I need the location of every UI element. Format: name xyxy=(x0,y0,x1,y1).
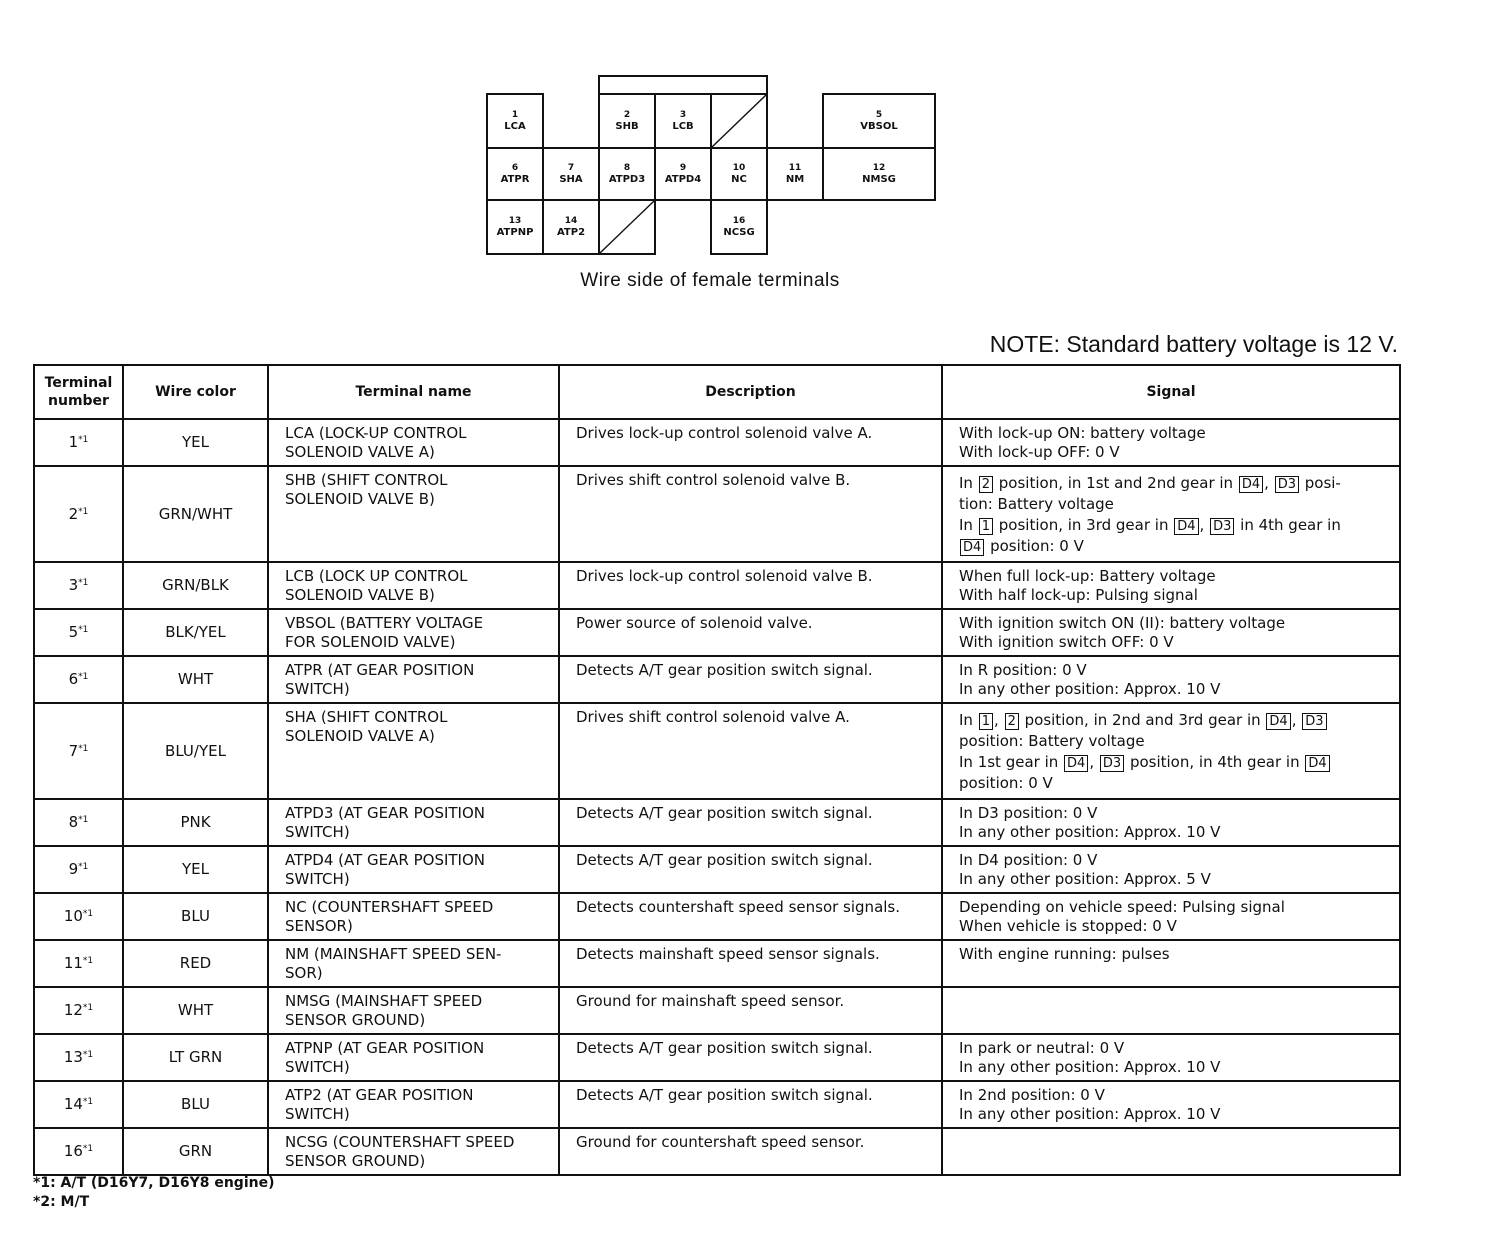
connector-cell-1: 1 LCA xyxy=(486,93,544,149)
header-terminal-name: Terminal name xyxy=(268,365,559,419)
terminal-description: Power source of solenoid valve. xyxy=(559,609,942,656)
terminal-number: 14$^{*1}$ xyxy=(34,1081,123,1128)
table-row xyxy=(34,419,1400,466)
position-box: D4 xyxy=(1305,755,1329,772)
terminal-description: Ground for mainshaft speed sensor. xyxy=(559,987,942,1034)
position-box: 1 xyxy=(979,518,993,535)
connector-cell-2: 2 SHB xyxy=(598,93,656,149)
terminal-name: NMSG (MAINSHAFT SPEED SENSOR GROUND) xyxy=(268,987,559,1034)
terminal-number: 9$^{*1}$ xyxy=(34,846,123,893)
terminal-description: Ground for countershaft speed sensor. xyxy=(559,1128,942,1175)
wire-color: WHT xyxy=(123,987,268,1034)
footnote-2: *2: M/T xyxy=(33,1194,90,1210)
wire-color: YEL xyxy=(123,846,268,893)
position-box: D4 xyxy=(1239,476,1263,493)
terminal-description: Drives shift control solenoid valve A. xyxy=(559,703,942,799)
terminal-signal: In park or neutral: 0 V In any other position: Approx. 10 V xyxy=(942,1034,1400,1081)
terminal-name: ATPD4 (AT GEAR POSITION SWITCH) xyxy=(268,846,559,893)
connector-cell-6: 6 ATPR xyxy=(486,147,544,201)
wire-color: GRN/WHT xyxy=(123,466,268,562)
terminal-description: Detects mainshaft speed sensor signals. xyxy=(559,940,942,987)
terminal-description: Drives shift control solenoid valve B. xyxy=(559,466,942,562)
wire-color: LT GRN xyxy=(123,1034,268,1081)
terminal-name: SHB (SHIFT CONTROL SOLENOID VALVE B) xyxy=(268,466,559,562)
terminal-name: ATPR (AT GEAR POSITION SWITCH) xyxy=(268,656,559,703)
wire-color: WHT xyxy=(123,656,268,703)
table-row xyxy=(34,656,1400,703)
connector-cell-5: 5 VBSOL xyxy=(822,93,936,149)
terminal-number: 6$^{*1}$ xyxy=(34,656,123,703)
terminal-number: 1$^{*1}$ xyxy=(34,419,123,466)
table-row xyxy=(34,562,1400,609)
terminal-description: Detects countershaft speed sensor signals. xyxy=(559,893,942,940)
position-box: 1 xyxy=(979,713,993,730)
wire-color: BLU/YEL xyxy=(123,703,268,799)
position-box: 2 xyxy=(1005,713,1019,730)
wire-color: BLU xyxy=(123,893,268,940)
connector-diagram xyxy=(486,75,936,257)
connector-cell-4-unused xyxy=(710,93,768,149)
table-row xyxy=(34,987,1400,1034)
terminal-number: 11$^{*1}$ xyxy=(34,940,123,987)
connector-cell-15-unused xyxy=(598,199,656,255)
connector-cell-13: 13 ATPNP xyxy=(486,199,544,255)
table-header-row xyxy=(34,365,1400,419)
terminal-table xyxy=(33,364,1401,1176)
terminal-name: NM (MAINSHAFT SPEED SEN- SOR) xyxy=(268,940,559,987)
table-row xyxy=(34,846,1400,893)
connector-cell-7: 7 SHA xyxy=(542,147,600,201)
terminal-number: 5$^{*1}$ xyxy=(34,609,123,656)
table-row xyxy=(34,1034,1400,1081)
terminal-signal: With ignition switch ON (II): battery voltage With ignition switch OFF: 0 V xyxy=(942,609,1400,656)
terminal-number: 7$^{*1}$ xyxy=(34,703,123,799)
header-description: Description xyxy=(559,365,942,419)
position-box: D3 xyxy=(1275,476,1299,493)
terminal-name: NC (COUNTERSHAFT SPEED SENSOR) xyxy=(268,893,559,940)
connector-cell-14: 14 ATP2 xyxy=(542,199,600,255)
terminal-description: Detects A/T gear position switch signal. xyxy=(559,1034,942,1081)
connector-cell-3: 3 LCB xyxy=(654,93,712,149)
terminal-signal: With lock-up ON: battery voltage With lock-up OFF: 0 V xyxy=(942,419,1400,466)
header-terminal-number: Terminal number xyxy=(34,365,123,419)
table-row xyxy=(34,799,1400,846)
terminal-description: Detects A/T gear position switch signal. xyxy=(559,1081,942,1128)
terminal-signal: In R position: 0 V In any other position: Approx. 10 V xyxy=(942,656,1400,703)
table-row xyxy=(34,1081,1400,1128)
terminal-signal: In D3 position: 0 V In any other position: Approx. 10 V xyxy=(942,799,1400,846)
wire-color: PNK xyxy=(123,799,268,846)
terminal-name: NCSG (COUNTERSHAFT SPEED SENSOR GROUND) xyxy=(268,1128,559,1175)
connector-cell-11: 11 NM xyxy=(766,147,824,201)
terminal-number: 2$^{*1}$ xyxy=(34,466,123,562)
header-signal: Signal xyxy=(942,365,1400,419)
terminal-number: 16$^{*1}$ xyxy=(34,1128,123,1175)
connector-cell-8: 8 ATPD3 xyxy=(598,147,656,201)
terminal-number: 3$^{*1}$ xyxy=(34,562,123,609)
table-row xyxy=(34,1128,1400,1175)
terminal-signal: In 2nd position: 0 V In any other position: Approx. 10 V xyxy=(942,1081,1400,1128)
position-box: D4 xyxy=(1064,755,1088,772)
wire-color: GRN/BLK xyxy=(123,562,268,609)
connector-cell-16: 16 NCSG xyxy=(710,199,768,255)
terminal-number: 10$^{*1}$ xyxy=(34,893,123,940)
wire-color: BLU xyxy=(123,1081,268,1128)
terminal-signal xyxy=(942,1128,1400,1175)
position-box: D4 xyxy=(1266,713,1290,730)
terminal-name: LCB (LOCK UP CONTROL SOLENOID VALVE B) xyxy=(268,562,559,609)
connector-caption: Wire side of female terminals xyxy=(580,270,840,291)
terminal-signal: With engine running: pulses xyxy=(942,940,1400,987)
position-box: D4 xyxy=(960,539,984,556)
battery-voltage-note: NOTE: Standard battery voltage is 12 V. xyxy=(989,331,1398,357)
position-box: D3 xyxy=(1210,518,1234,535)
terminal-signal: When full lock-up: Battery voltage With half lock-up: Pulsing signal xyxy=(942,562,1400,609)
connector-key-outline xyxy=(598,75,768,95)
terminal-signal: Depending on vehicle speed: Pulsing signal When vehicle is stopped: 0 V xyxy=(942,893,1400,940)
table-row xyxy=(34,940,1400,987)
wire-color: BLK/YEL xyxy=(123,609,268,656)
terminal-name: ATPD3 (AT GEAR POSITION SWITCH) xyxy=(268,799,559,846)
terminal-description: Drives lock-up control solenoid valve B. xyxy=(559,562,942,609)
wire-color: RED xyxy=(123,940,268,987)
terminal-number: 13$^{*1}$ xyxy=(34,1034,123,1081)
connector-cell-9: 9 ATPD4 xyxy=(654,147,712,201)
terminal-name: LCA (LOCK-UP CONTROL SOLENOID VALVE A) xyxy=(268,419,559,466)
header-wire-color: Wire color xyxy=(123,365,268,419)
terminal-description: Drives lock-up control solenoid valve A. xyxy=(559,419,942,466)
wire-color: YEL xyxy=(123,419,268,466)
footnote-1: *1: A/T (D16Y7, D16Y8 engine) xyxy=(33,1175,275,1191)
terminal-number: 12$^{*1}$ xyxy=(34,987,123,1034)
terminal-name: SHA (SHIFT CONTROL SOLENOID VALVE A) xyxy=(268,703,559,799)
terminal-description: Detects A/T gear position switch signal. xyxy=(559,656,942,703)
connector-cell-12: 12 NMSG xyxy=(822,147,936,201)
terminal-description: Detects A/T gear position switch signal. xyxy=(559,846,942,893)
terminal-name: ATP2 (AT GEAR POSITION SWITCH) xyxy=(268,1081,559,1128)
connector-cell-10: 10 NC xyxy=(710,147,768,201)
wire-color: GRN xyxy=(123,1128,268,1175)
terminal-signal: In D4 position: 0 V In any other position: Approx. 5 V xyxy=(942,846,1400,893)
table-row xyxy=(34,466,1400,562)
position-box: D4 xyxy=(1174,518,1198,535)
footnotes xyxy=(33,1174,274,1212)
position-box: 2 xyxy=(979,476,993,493)
position-box: D3 xyxy=(1100,755,1124,772)
position-box: D3 xyxy=(1302,713,1326,730)
terminal-name: VBSOL (BATTERY VOLTAGE FOR SOLENOID VALVE) xyxy=(268,609,559,656)
terminal-signal: In 2 position, in 1st and 2nd gear in D4 , D3 posi- tion: Battery voltage In 1 position, in 3rd gear in D4 , D3 in 4th gear in D4 position: 0 V xyxy=(942,466,1400,562)
terminal-signal xyxy=(942,987,1400,1034)
table-row xyxy=(34,703,1400,799)
terminal-name: ATPNP (AT GEAR POSITION SWITCH) xyxy=(268,1034,559,1081)
table-row xyxy=(34,893,1400,940)
table-row xyxy=(34,609,1400,656)
terminal-signal: In 1 , 2 position, in 2nd and 3rd gear in D4 , D3 position: Battery voltage In 1st gear in D4 , D3 position, in 4th gear in D4 position: 0 V xyxy=(942,703,1400,799)
terminal-number: 8$^{*1}$ xyxy=(34,799,123,846)
terminal-description: Detects A/T gear position switch signal. xyxy=(559,799,942,846)
